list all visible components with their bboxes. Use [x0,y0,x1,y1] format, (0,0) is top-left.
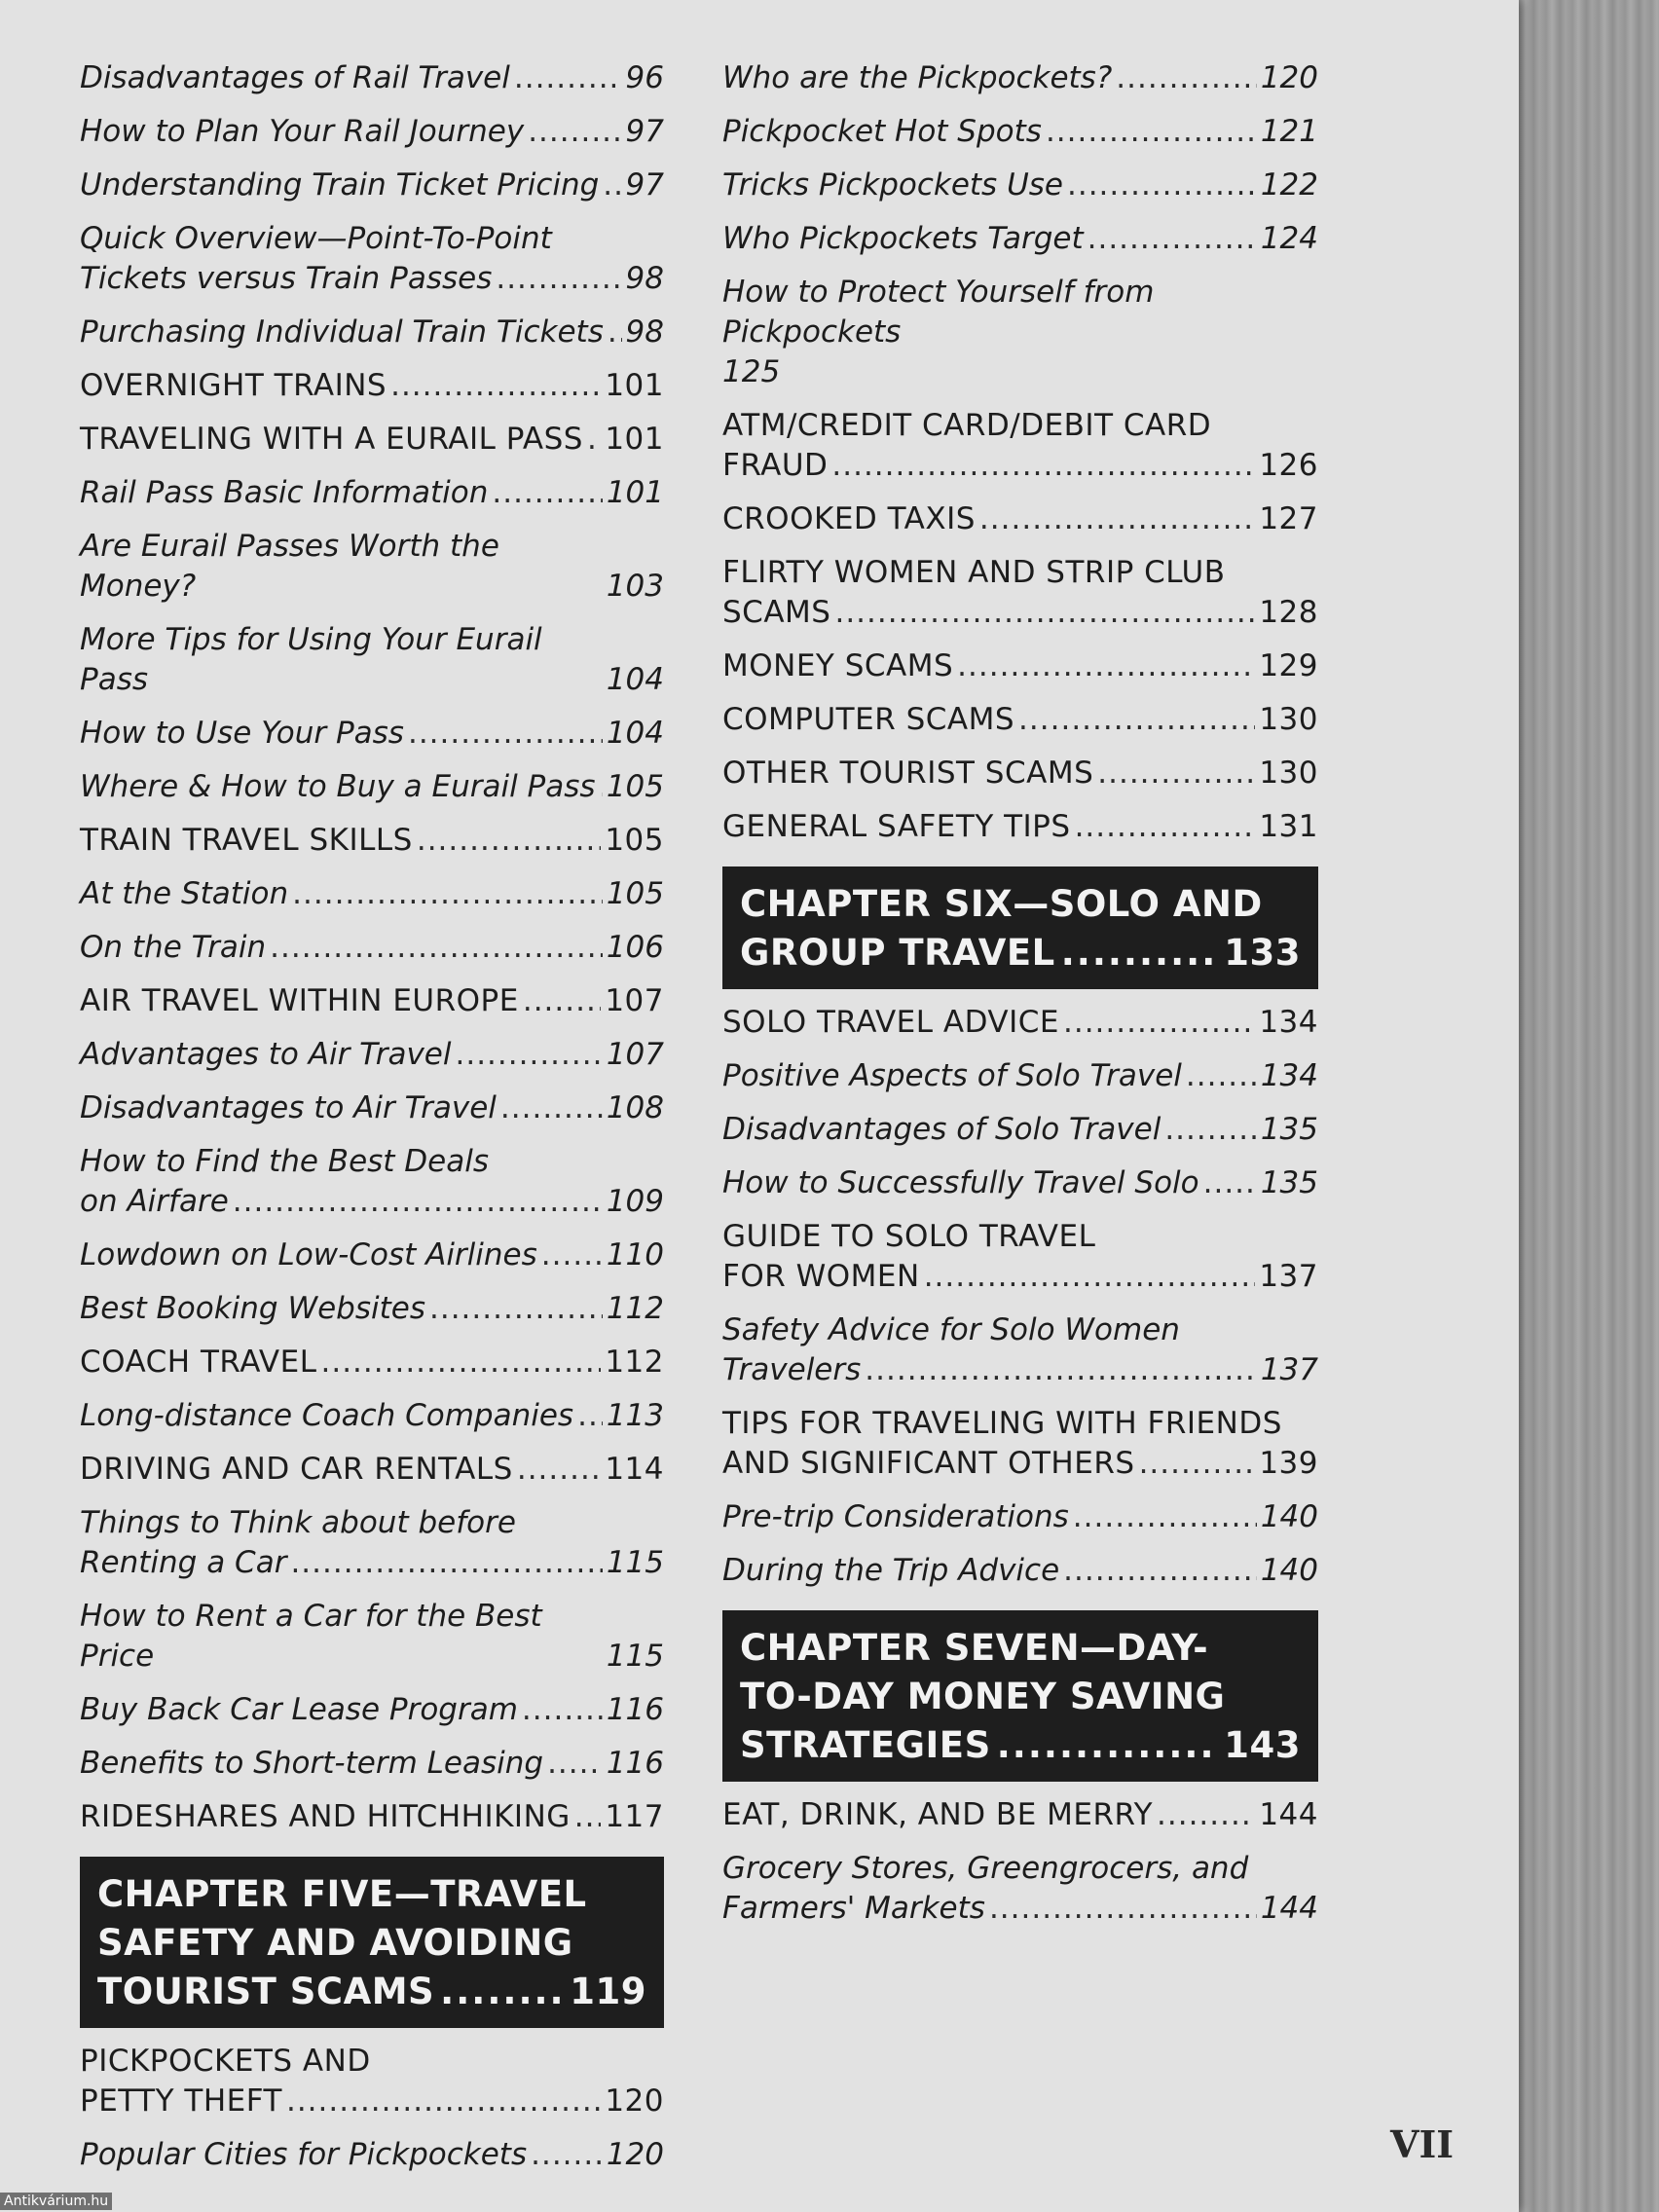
toc-entry [80,928,664,968]
toc-page-number: 98 [625,261,664,296]
toc-page-number: 128 [1259,595,1318,630]
dot-leader [408,714,603,754]
dot-leader [455,1035,602,1075]
toc-entry [722,807,1318,847]
toc-entry [722,754,1318,793]
toc-entry-title-line: Safety Advice for Solo Women [722,1312,1180,1347]
chapter-page-number: 133 [1224,932,1301,974]
toc-entry-title-line: TIPS FOR TRAVELING WITH FRIENDS [722,1406,1282,1441]
dot-leader [1063,1003,1255,1043]
toc-entry-title: FRAUD [722,448,829,483]
dot-leader [997,1721,1219,1770]
toc-entry [80,620,664,700]
dot-leader [541,1235,603,1275]
toc-entry [80,1343,664,1382]
toc-page-number: 120 [606,2137,664,2172]
dot-leader [574,1797,602,1837]
toc-entry-title: Tricks Pickpockets Use [722,167,1063,203]
toc-entry-row [722,446,1318,486]
toc-entry-title: 125 [722,354,781,389]
toc-entry [80,1744,664,1784]
toc-entry [722,58,1318,98]
dot-leader [290,1543,602,1583]
toc-entry-title: How to Successfully Travel Solo [722,1165,1199,1200]
dot-leader [292,874,603,914]
toc-page-number: 135 [1260,1165,1318,1200]
toc-entry [80,1690,664,1730]
chapter-page-number: 119 [570,1971,646,2012]
chapter-heading-row [97,1968,646,2016]
dot-leader [1139,1444,1256,1484]
toc-entry-title: Long-distance Coach Companies [80,1398,574,1433]
toc-entry [80,1450,664,1490]
dot-leader [496,259,621,299]
toc-entry-title: on Airfare [80,1184,229,1219]
dot-leader [587,420,601,460]
toc-entry-title: Disadvantages of Solo Travel [722,1112,1161,1147]
toc-entry [722,1551,1318,1591]
toc-entry [80,313,664,352]
toc-page-number: 127 [1259,501,1318,536]
toc-entry-title: Travelers [722,1352,862,1387]
toc-entry-row [722,1444,1318,1484]
dot-leader [1075,807,1256,847]
toc-entry [80,527,664,607]
toc-entry [722,219,1318,259]
toc-entry [80,1142,664,1222]
toc-entry-title-line: Quick Overview—Point-To-Point [80,221,552,256]
toc-entry [80,1396,664,1436]
toc-entry-title: Who are the Pickpockets? [722,60,1113,95]
toc-entry [80,874,664,914]
dot-leader [834,593,1255,633]
toc-entry [80,714,664,754]
dot-leader [286,2082,601,2121]
toc-entry-title: TRAIN TRAVEL SKILLS [80,823,413,858]
toc-page-number: 97 [625,167,664,203]
toc-page-number: 101 [605,422,664,457]
toc-entry-title: Purchasing Individual Train Tickets [80,314,604,350]
dot-leader [440,1968,564,2016]
toc-entry-title: CROOKED TAXIS [722,501,976,536]
toc-page-number: 144 [1260,1891,1318,1926]
toc-page-number: 116 [606,1746,664,1781]
toc-page-number: 105 [606,769,664,804]
dot-leader [417,821,601,861]
toc-page-number: 106 [606,930,664,965]
toc-entry-title: Pre-trip Considerations [722,1499,1069,1534]
toc-entry-title: Rail Pass Basic Information [80,475,489,510]
chapter-heading-title: TOURIST SCAMS [97,1971,435,2012]
toc-entry-title: COACH TRAVEL [80,1345,317,1380]
dot-leader [233,1182,603,1222]
toc-page-number: 137 [1260,1352,1318,1387]
toc-page-number: 107 [606,1037,664,1072]
toc-page-number: 113 [606,1398,664,1433]
toc-entry-title: Advantages to Air Travel [80,1037,452,1072]
dot-leader [831,446,1255,486]
toc-entry [80,473,664,513]
toc-entry-title: Farmers' Markets [722,1891,985,1926]
chapter-page-number: 143 [1224,1724,1301,1766]
dot-leader [320,1343,601,1382]
toc-entry [80,1797,664,1837]
dot-leader [1067,166,1257,205]
toc-page-number: 105 [606,876,664,911]
dot-leader [523,981,601,1021]
toc-entry [80,420,664,460]
toc-entry-title: During the Trip Advice [722,1553,1060,1588]
toc-page-number: 105 [605,823,664,858]
toc-entry [80,219,664,299]
toc-page-number: 140 [1260,1553,1318,1588]
toc-entry-row [80,2082,664,2121]
toc-entry [722,1310,1318,1390]
toc-entry-title: OTHER TOURIST SCAMS [722,756,1094,791]
toc-page-number: 104 [606,716,664,751]
toc-entry-title: PETTY THEFT [80,2083,282,2119]
toc-entry-title: Lowdown on Low-Cost Airlines [80,1237,537,1272]
toc-entry-title: AND SIGNIFICANT OTHERS [722,1446,1135,1481]
dot-leader [1088,219,1257,259]
dot-leader [1157,1795,1255,1835]
chapter-heading-row [740,929,1301,977]
toc-entry [80,112,664,152]
chapter-heading-line: SAFETY AND AVOIDING [97,1922,573,1964]
toc-page-number: 112 [606,1291,664,1326]
toc-page-number: 134 [1259,1005,1318,1040]
toc-entry-title: EAT, DRINK, AND BE MERRY [722,1797,1154,1832]
toc-entry [80,1289,664,1329]
toc-page-number: 104 [606,662,664,697]
toc-entry-title: Pickpocket Hot Spots [722,114,1042,149]
toc-entry [80,2135,664,2175]
toc-entry-title: Tickets versus Train Passes [80,261,493,296]
toc-page-number: 130 [1259,702,1318,737]
toc-entry [722,112,1318,152]
toc-page-number: 107 [605,983,664,1018]
dot-leader [989,1889,1257,1929]
toc-entry-title: Disadvantages to Air Travel [80,1090,497,1125]
toc-entry-title: At the Station [80,876,289,911]
toc-entry-title-line: ATM/CREDIT CARD/DEBIT CARD [722,408,1212,443]
toc-entry-title: Positive Aspects of Solo Travel [722,1058,1182,1093]
toc-page-number: 109 [606,1184,664,1219]
toc-entry [80,1597,664,1677]
dot-leader [1203,1163,1257,1203]
dot-leader [865,1350,1257,1390]
dot-leader [1018,700,1255,740]
toc-entry-title: COMPUTER SCAMS [722,702,1015,737]
dot-leader [1046,112,1257,152]
toc-entry [722,646,1318,686]
chapter-seven-heading [722,1610,1318,1782]
toc-entry-title: DRIVING AND CAR RENTALS [80,1452,513,1487]
dot-leader [1186,1056,1257,1096]
toc-entry [722,1497,1318,1537]
toc-page-number: 134 [1260,1058,1318,1093]
toc-page-number: 120 [605,2083,664,2119]
toc-page-number: 137 [1259,1259,1318,1294]
toc-entry [722,1003,1318,1043]
toc-entry-title: TRAVELING WITH A EURAIL PASS [80,422,583,457]
toc-entry [80,1035,664,1075]
toc-page-number: 120 [1260,60,1318,95]
dot-leader [1063,1551,1257,1591]
toc-entry-title: Buy Back Car Lease Program [80,1692,518,1727]
toc-page-number: 115 [606,1545,664,1580]
chapter-heading-line: CHAPTER FIVE—TRAVEL [97,1873,587,1915]
toc-entry-title: FOR WOMEN [722,1259,920,1294]
toc-entry [80,2042,664,2121]
toc-page-number: 130 [1259,756,1318,791]
toc-entry [722,700,1318,740]
toc-page-number: 101 [605,368,664,403]
chapter-five-heading [80,1857,664,2028]
toc-page-number: 121 [1260,114,1318,149]
toc-entry-title: SOLO TRAVEL ADVICE [722,1005,1059,1040]
watermark-credit: Antikvárium.hu [0,2193,112,2210]
toc-entry [80,1235,664,1275]
toc-page-number: 115 [606,1639,664,1674]
toc-entry-title: Understanding Train Ticket Pricing [80,167,600,203]
toc-entry [722,1110,1318,1150]
toc-entry-title-line: Grocery Stores, Greengrocers, and [722,1851,1249,1886]
dot-leader [577,1396,603,1436]
toc-entry [80,58,664,98]
toc-entry [80,767,664,807]
toc-entry-title: Best Booking Websites [80,1291,425,1326]
toc-entry-title: SCAMS [722,595,831,630]
toc-page-number: 114 [605,1452,664,1487]
toc-entry [722,1217,1318,1297]
toc-entry-title-line: How to Protect Yourself from Pickpockets [722,275,1155,350]
dot-leader [608,313,622,352]
toc-page-number: 112 [605,1345,664,1380]
toc-entry [722,406,1318,486]
dot-leader [514,58,622,98]
toc-page-number: 97 [625,114,664,149]
toc-entry-title: Are Eurail Passes Worth the Money? [80,529,509,604]
toc-page-number: 103 [606,569,664,604]
toc-entry-title: Where & How to Buy a Eurail Pass [80,769,596,804]
toc-page-number: 124 [1260,221,1318,256]
toc-page-number: 108 [606,1090,664,1125]
toc-entry [722,1056,1318,1096]
toc-entry-row [80,1543,664,1583]
toc-entry-title: How to Use Your Pass [80,716,404,751]
toc-entry-title: More Tips for Using Your Eurail Pass [80,622,552,697]
dot-leader [1097,754,1255,793]
dot-leader [429,1289,603,1329]
toc-entry [80,981,664,1021]
dot-leader [500,1088,603,1128]
toc-entry-title-line: FLIRTY WOMEN AND STRIP CLUB [722,555,1226,590]
toc-entry [80,1503,664,1583]
dot-leader [1164,1110,1257,1150]
toc-entry-row [722,352,1318,392]
toc-entry-title-line: GUIDE TO SOLO TRAVEL [722,1219,1096,1254]
dot-leader [924,1257,1256,1297]
toc-entry-title: RIDESHARES AND HITCHHIKING [80,1799,571,1834]
toc-entry-title: Popular Cities for Pickpockets [80,2137,528,2172]
chapter-heading-line: CHAPTER SEVEN—DAY- [740,1627,1209,1669]
dot-leader [390,366,601,406]
chapter-heading-row [740,1721,1301,1770]
toc-left-column [80,58,664,2189]
toc-right-column [722,58,1318,1942]
chapter-heading-line: TO-DAY MONEY SAVING [740,1676,1226,1717]
dot-leader [492,473,602,513]
toc-entry-title: On the Train [80,930,267,965]
toc-page-number: 110 [606,1237,664,1272]
toc-entry [722,1163,1318,1203]
toc-entry-title-line: PICKPOCKETS AND [80,2044,371,2079]
toc-entry-row [722,1257,1318,1297]
toc-page-number: 101 [606,475,664,510]
toc-page-number: 116 [606,1692,664,1727]
dot-leader [1116,58,1257,98]
toc-page-number: 144 [1259,1797,1318,1832]
toc-entry-title: OVERNIGHT TRAINS [80,368,387,403]
dot-leader [528,112,621,152]
toc-entry-title: How to Rent a Car for the Best Price [80,1599,552,1674]
toc-entry-title: Benefits to Short-term Leasing [80,1746,544,1781]
toc-entry-title: Disadvantages of Rail Travel [80,60,510,95]
toc-entry-title: How to Plan Your Rail Journey [80,114,525,149]
toc-entry-title: Who Pickpockets Target [722,221,1084,256]
toc-entry-row [722,1889,1318,1929]
toc-entry-title-line: Things to Think about before [80,1505,516,1540]
dot-leader [270,928,603,968]
toc-page-number: 139 [1259,1446,1318,1481]
dot-leader [547,1744,603,1784]
toc-entry [722,1795,1318,1835]
dot-leader [517,1450,601,1490]
chapter-heading-title: GROUP TRAVEL [740,932,1055,974]
toc-entry-title: MONEY SCAMS [722,648,954,683]
dot-leader [600,767,603,807]
toc-page-number: 122 [1260,167,1318,203]
toc-entry-row [80,1182,664,1222]
toc-entry [80,366,664,406]
toc-page-number: 126 [1259,448,1318,483]
toc-page-number: 131 [1259,809,1318,844]
toc-page-number: 140 [1260,1499,1318,1534]
toc-entry [722,273,1318,392]
chapter-six-heading [722,866,1318,989]
dot-leader [979,499,1255,539]
toc-entry-title: GENERAL SAFETY TIPS [722,809,1071,844]
toc-entry [722,166,1318,205]
toc-entry-row [80,259,664,299]
dot-leader [531,2135,603,2175]
toc-entry [722,553,1318,633]
toc-entry [722,499,1318,539]
toc-page-number: 98 [625,314,664,350]
dot-leader [957,646,1255,686]
dot-leader [522,1690,603,1730]
toc-page-number: 96 [625,60,664,95]
toc-page-number: 117 [605,1799,664,1834]
toc-entry [80,821,664,861]
toc-entry [80,1088,664,1128]
toc-entry [80,166,664,205]
toc-page-number: 135 [1260,1112,1318,1147]
toc-entry-row [722,593,1318,633]
toc-page-number: 129 [1259,648,1318,683]
dot-leader [1073,1497,1257,1537]
dot-leader [603,166,621,205]
toc-entry [722,1849,1318,1929]
toc-entry-row [722,1350,1318,1390]
wood-background [1507,0,1659,2212]
chapter-heading-line: CHAPTER SIX—SOLO AND [740,883,1263,925]
page-folio: VII [1390,2122,1455,2166]
toc-entry [722,1404,1318,1484]
dot-leader [1061,929,1219,977]
toc-entry-title: Renting a Car [80,1545,287,1580]
toc-entry-title: AIR TRAVEL WITHIN EUROPE [80,983,519,1018]
chapter-heading-title: STRATEGIES [740,1724,991,1766]
toc-entry-title-line: How to Find the Best Deals [80,1144,490,1179]
